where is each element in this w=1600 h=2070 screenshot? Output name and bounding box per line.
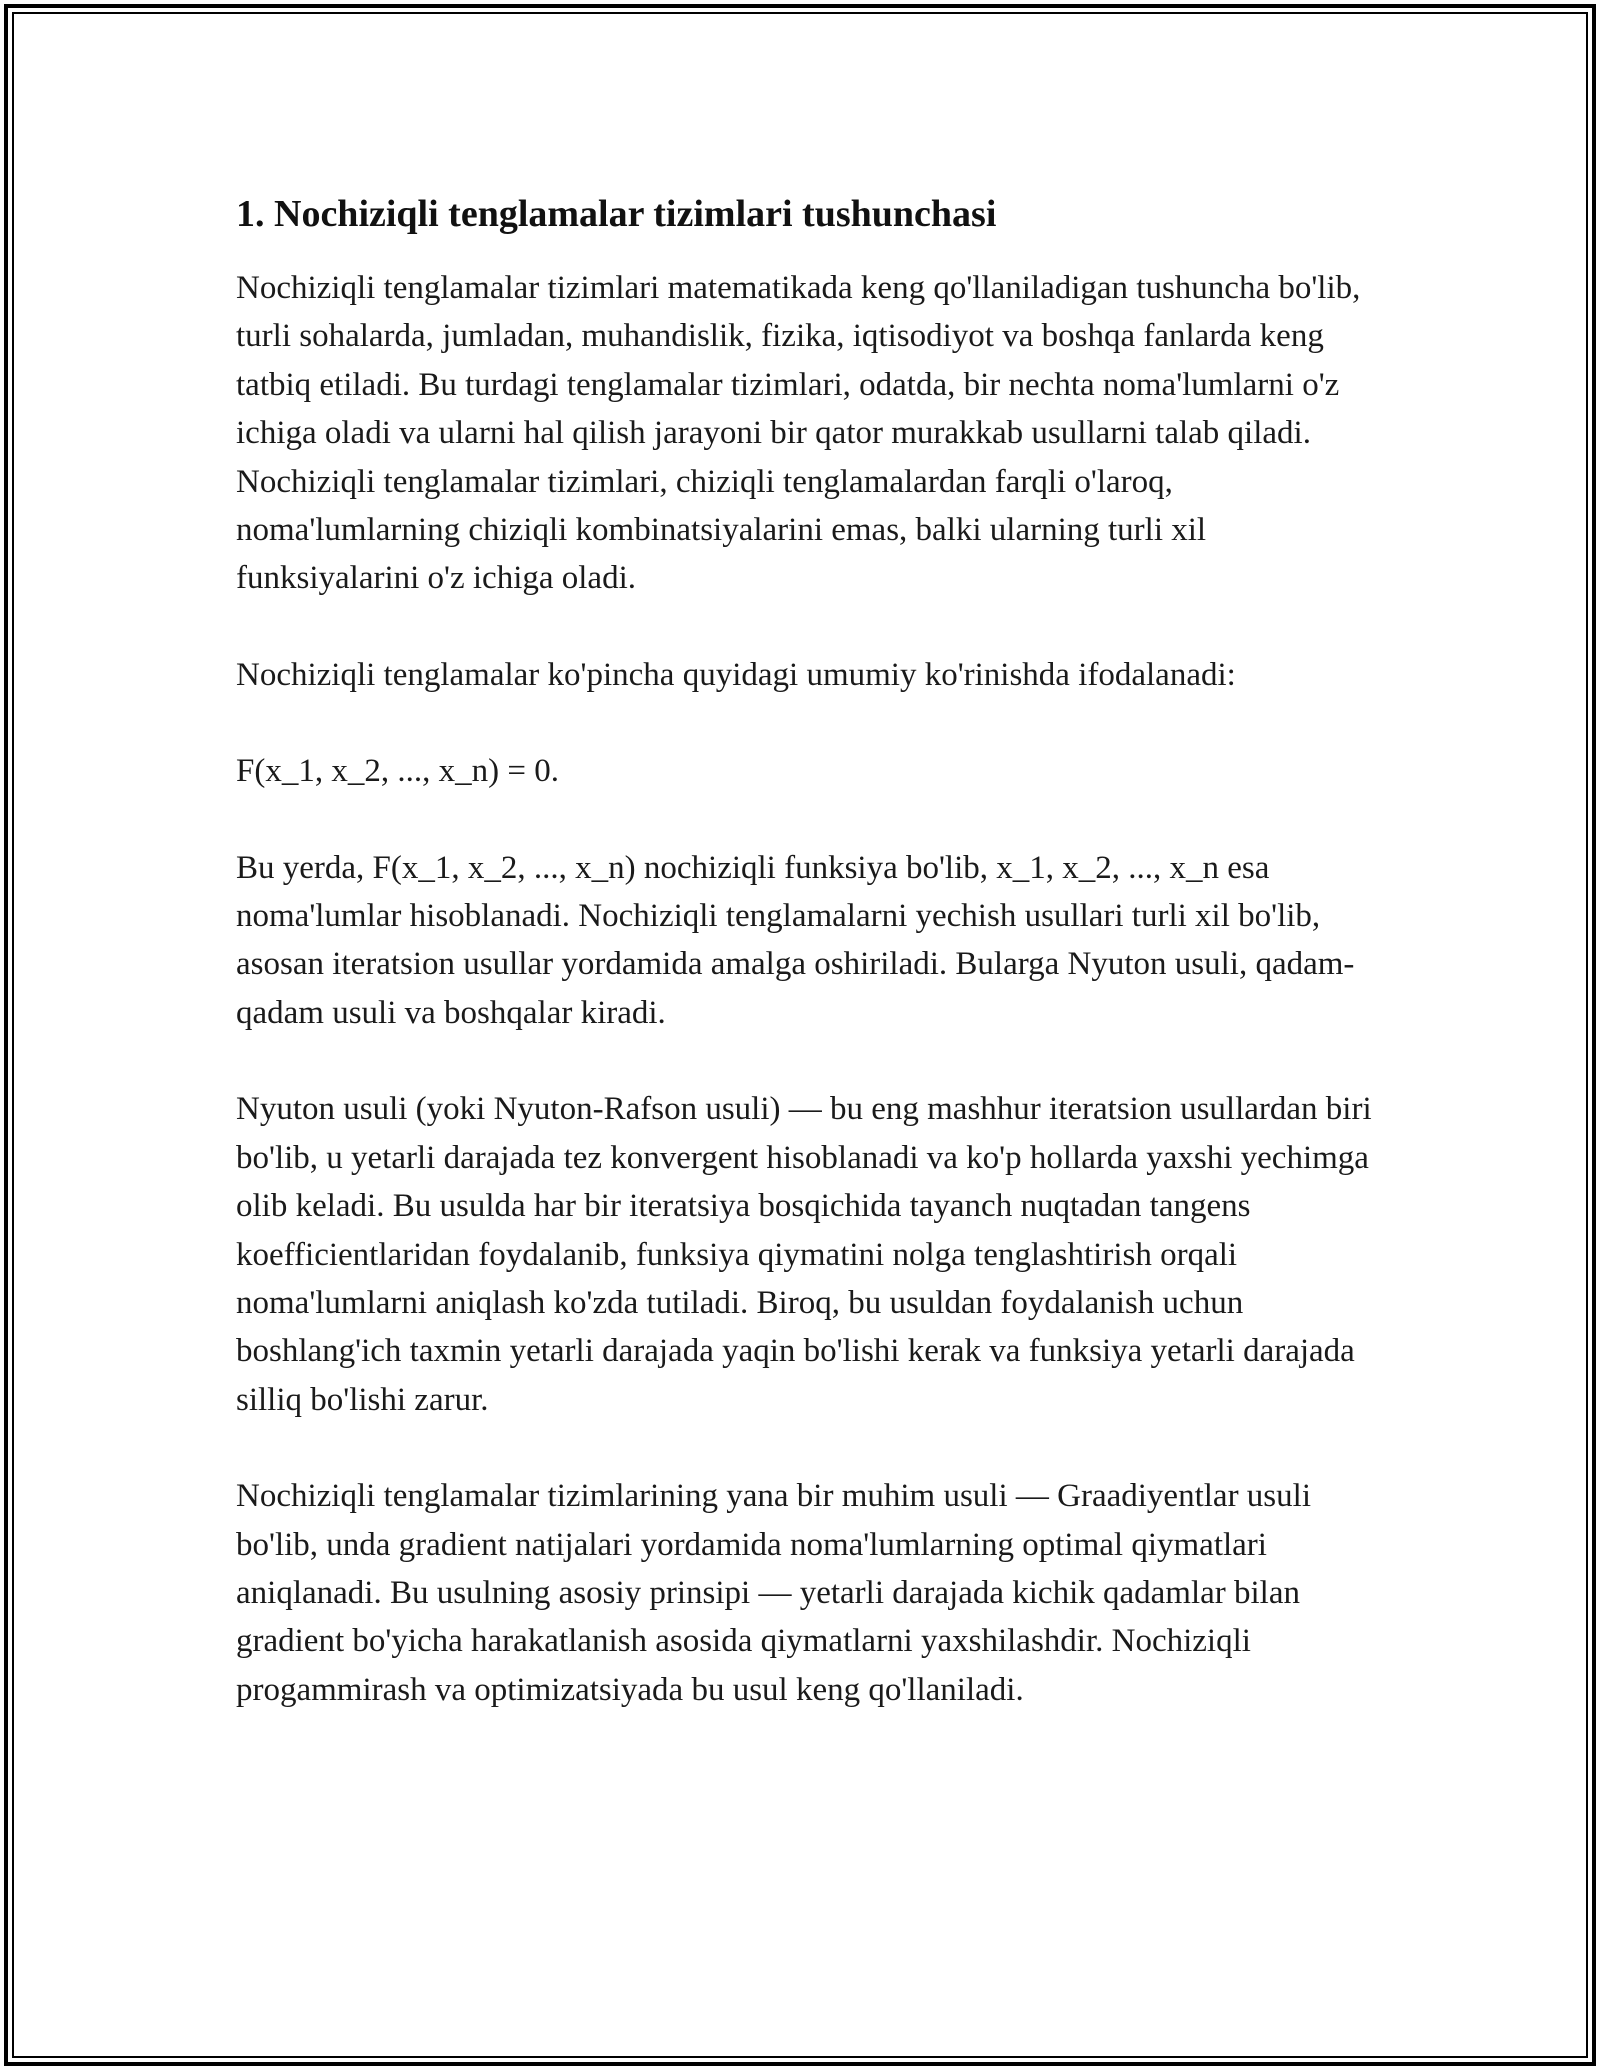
paragraph-intro: Nochiziqli tenglamalar tizimlari matematikada keng qo'llaniladigan tushuncha bo'lib, turli sohalarda, jumladan, muhandislik, fizika, iqtisodiyot va boshqa fanlarda keng tatbiq etiladi. Bu turdagi tenglamalar tizimlari, odatda, bir nechta noma'lumlarni o'z ichiga oladi va ularni hal qilish jarayoni bir qator murakkab usullarni talab qiladi. Nochiziqli tenglamalar tizimlari, chiziqli tenglamalardan farqli o'laroq, noma'lumlarning chiziqli kombinatsiyalarini emas, balki ularning turli xil funksiyalarini o'z ichiga oladi. bbox=[236, 270, 1361, 597]
document-body bbox=[236, 188, 1376, 1762]
paragraph-explanation: Bu yerda, F(x_1, x_2, ..., x_n) nochiziqli funksiya bo'lib, x_1, x_2, ..., x_n esa noma'lumlar hisoblanadi. Nochiziqli tenglamalarni yechish usullari turli xil bo'lib, asosan iteratsion usullar yordamida amalga oshiriladi. Bularga Nyuton usuli, qadam-qadam usuli va boshqalar kiradi. bbox=[236, 849, 1355, 1031]
paragraph-general-form: Nochiziqli tenglamalar ko'pincha quyidagi umumiy ko'rinishda ifodalanadi: bbox=[236, 656, 1236, 693]
paragraph-equation: F(x_1, x_2, ..., x_n) = 0. bbox=[236, 753, 559, 790]
section-heading: 1. Nochiziqli tenglamalar tizimlari tushunchasi bbox=[236, 193, 997, 235]
paragraph-gradient-method: Nochiziqli tenglamalar tizimlarining yana bir muhim usuli — Graadiyentlar usuli bo'lib, unda gradient natijalari yordamida noma'lumlarning optimal qiymatlari aniqlanadi. Bu usulning asosiy prinsipi — yetarli darajada kichik qadamlar bilan gradient bo'yicha harakatlanish asosida qiymatlarni yaxshilashdir. Nochiziqli progammirash va optimizatsiyada bu usul keng qo'llaniladi. bbox=[236, 1478, 1311, 1708]
paragraph-newton-method: Nyuton usuli (yoki Nyuton-Rafson usuli) — bu eng mashhur iteratsion usullardan biri bo'lib, u yetarli darajada tez konvergent hisoblanadi va ko'p hollarda yaxshi yechimga olib keladi. Bu usulda har bir iteratsiya bosqichida tayanch nuqtadan tangens koefficientlaridan foydalanib, funksiya qiymatini nolga tenglashtirish orqali noma'lumlarni aniqlash ko'zda tutiladi. Biroq, bu usuldan foydalanish uchun boshlang'ich taxmin yetarli darajada yaqin bo'lishi kerak va funksiya yetarli darajada silliq bo'lishi zarur. bbox=[236, 1091, 1372, 1418]
